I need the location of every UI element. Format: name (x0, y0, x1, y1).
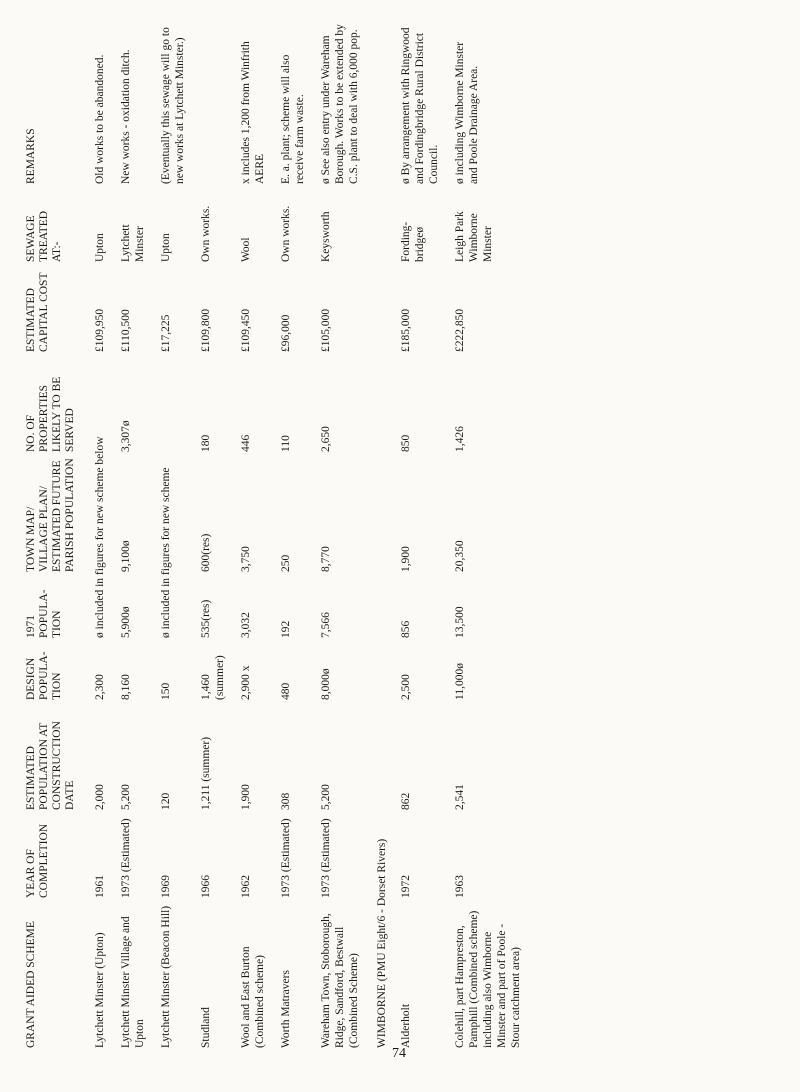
year-cell: 1966 (200, 875, 212, 898)
col-header: DESIGN POPULA-TION (25, 651, 63, 700)
header-row (25, 20, 87, 1050)
est-pop-cell: 1,211 (summer) (200, 736, 212, 810)
col-header: REMARKS (25, 128, 37, 184)
year-cell: 1963 (454, 875, 466, 898)
properties-cell: 2,650 (320, 426, 332, 452)
design-pop-cell: 2,900 x (240, 665, 252, 700)
table-row (153, 20, 193, 1050)
pop1971-cell: 856 (400, 620, 412, 638)
cost-cell: £105,000 (320, 308, 332, 352)
table-row (233, 20, 273, 1050)
scheme-cell: Lytchett Minster (Upton) (94, 932, 106, 1048)
table-row (393, 20, 447, 1050)
span-note-cell: ø included in figures for new scheme below (94, 436, 106, 638)
table-row (313, 20, 367, 1050)
remarks-cell: ø See also entry under Wareham Borough. Works to be extended by C.S. plant to deal with 6,000 pop. (320, 24, 360, 184)
col-header: SEWAGE TREATED AT:- (25, 210, 63, 262)
scheme-cell: Wareham Town, Stoborough, Ridge, Sandford, Bestwall (Combined Scheme) (320, 913, 360, 1048)
cost-cell: £17,225 (160, 314, 172, 352)
col-header: YEAR OF COMPLETION (25, 823, 50, 898)
pop1971-cell: 13,500 (454, 606, 466, 638)
cost-cell: £109,450 (240, 308, 252, 352)
treated-cell: Keysworth (320, 211, 332, 262)
col-header: GRANT AIDED SCHEME (25, 921, 37, 1048)
cost-cell: £222,850 (454, 308, 466, 352)
rotated-table-container (25, 20, 785, 1050)
treated-cell: Leigh Park Wimborne Minster (454, 211, 494, 262)
properties-cell: 1,426 (454, 426, 466, 452)
future-pop-cell: 1,900 (400, 546, 412, 572)
pop1971-cell: 535(res) (200, 599, 212, 638)
treated-cell: Own works. (200, 205, 212, 262)
treated-cell: Own works. (280, 205, 292, 262)
scheme-cell: Worth Matravers (280, 970, 292, 1048)
year-cell: 1969 (160, 875, 172, 898)
scheme-cell: Studland (200, 1007, 212, 1048)
future-pop-cell: 20,350 (454, 540, 466, 572)
future-pop-cell: 9,100ø (120, 540, 132, 572)
future-pop-cell: 8,770 (320, 546, 332, 572)
properties-cell: 110 (280, 435, 292, 452)
est-pop-cell: 2,541 (454, 784, 466, 810)
cost-cell: £109,950 (94, 308, 106, 352)
pop1971-cell: 3,032 (240, 612, 252, 638)
year-cell: 1973 (Estimated) (320, 818, 332, 898)
est-pop-cell: 5,200 (320, 784, 332, 810)
scheme-cell: Wool and East Burton (Combined scheme) (240, 946, 266, 1048)
future-pop-cell: 600(res) (200, 533, 212, 572)
design-pop-cell: 8,160 (120, 674, 132, 700)
year-cell: 1962 (240, 875, 252, 898)
col-header: TOWN MAP/ VILLAGE PLAN/ ESTIMATED FUTURE PARISH POPULATION (25, 458, 76, 572)
remarks-cell: ø By arrangement with Ringwood and Fordingbridge Rural District Council. (400, 27, 440, 184)
section-row (367, 20, 393, 1050)
design-pop-cell: 8,000ø (320, 668, 332, 700)
cost-cell: £110,500 (120, 309, 132, 352)
treated-cell: Fording-bridgeø (400, 221, 426, 262)
col-header: NO. OF PROPERTIES LIKELY TO BE SERVED (25, 376, 76, 452)
design-pop-cell: 11,000ø (454, 663, 466, 700)
design-pop-cell: 2,500 (400, 674, 412, 700)
pop1971-cell: 192 (280, 620, 292, 638)
page-number: 74 (392, 1046, 406, 1061)
col-header: ESTIMATED CAPITAL COST (25, 272, 50, 352)
treated-cell: Lytchett Minster (120, 224, 146, 262)
est-pop-cell: 2,000 (94, 784, 106, 810)
remarks-cell (193, 20, 233, 186)
design-pop-cell: 2,300 (94, 674, 106, 700)
scheme-cell: Alderholt (400, 1003, 412, 1048)
properties-cell: 850 (400, 434, 412, 452)
cost-cell: £185,000 (400, 308, 412, 352)
section-heading: WIMBORNE (PMU Eight/6 - Dorset Rivers) (376, 838, 388, 1048)
cost-cell: £96,000 (280, 314, 292, 352)
treated-cell: Upton (94, 233, 106, 262)
remarks-cell: x includes 1,200 from Winfrith AERE (240, 41, 266, 184)
properties-cell: 180 (200, 434, 212, 452)
design-pop-cell: 1,460 (summer) (200, 655, 226, 700)
year-cell: 1961 (94, 875, 106, 898)
scheme-cell: Lytchett Minster Village and Upton (120, 916, 146, 1048)
properties-cell: 446 (240, 434, 252, 452)
span-note-cell: ø included in figures for new scheme (160, 467, 172, 638)
est-pop-cell: 1,900 (240, 784, 252, 810)
design-pop-cell: 480 (280, 682, 292, 700)
table-row (447, 20, 529, 1050)
table-row (273, 20, 313, 1050)
remarks-cell: Old works to be abandoned. (94, 54, 106, 184)
est-pop-cell: 120 (160, 792, 172, 810)
scheme-cell: Colehill, part Hampreston, Pamphill (Combined scheme) including also Wimborne Minster and part of Poole - Stour catchment area) (454, 910, 522, 1048)
treated-cell: Upton (160, 233, 172, 262)
sewage-schemes-table (25, 20, 529, 1050)
design-pop-cell: 150 (160, 682, 172, 700)
year-cell: 1972 (400, 875, 412, 898)
col-header: 1971 POPULA-TION (25, 589, 63, 638)
year-cell: 1973 (Estimated) (280, 818, 292, 898)
col-header: ESTIMATED POPULATION AT CONSTRUCTION DATE (25, 721, 76, 810)
pop1971-cell: 7,566 (320, 612, 332, 638)
cost-cell: £109,800 (200, 308, 212, 352)
est-pop-cell: 308 (280, 792, 292, 810)
remarks-cell: New works - oxidation ditch. (120, 49, 132, 184)
table-row (193, 20, 233, 1050)
table-row (113, 20, 153, 1050)
remarks-cell: ø including Wimborne Minster and Poole Drainage Area. (454, 41, 480, 184)
treated-cell: Wool (240, 237, 252, 262)
future-pop-cell: 3,750 (240, 546, 252, 572)
est-pop-cell: 5,200 (120, 784, 132, 810)
scheme-cell: Lytchett Minster (Beacon Hill) (160, 905, 172, 1048)
remarks-cell: (Eventually this sewage will go to new works at Lytchett Minster.) (160, 27, 186, 184)
est-pop-cell: 862 (400, 792, 412, 810)
future-pop-cell: 250 (280, 554, 292, 572)
year-cell: 1973 (Estimated) (120, 818, 132, 898)
remarks-cell: E. a. plant; scheme will also receive farm waste. (280, 54, 306, 184)
properties-cell: 3,307ø (120, 420, 132, 452)
table-row (87, 20, 113, 1050)
pop1971-cell: 5,900ø (120, 606, 132, 638)
